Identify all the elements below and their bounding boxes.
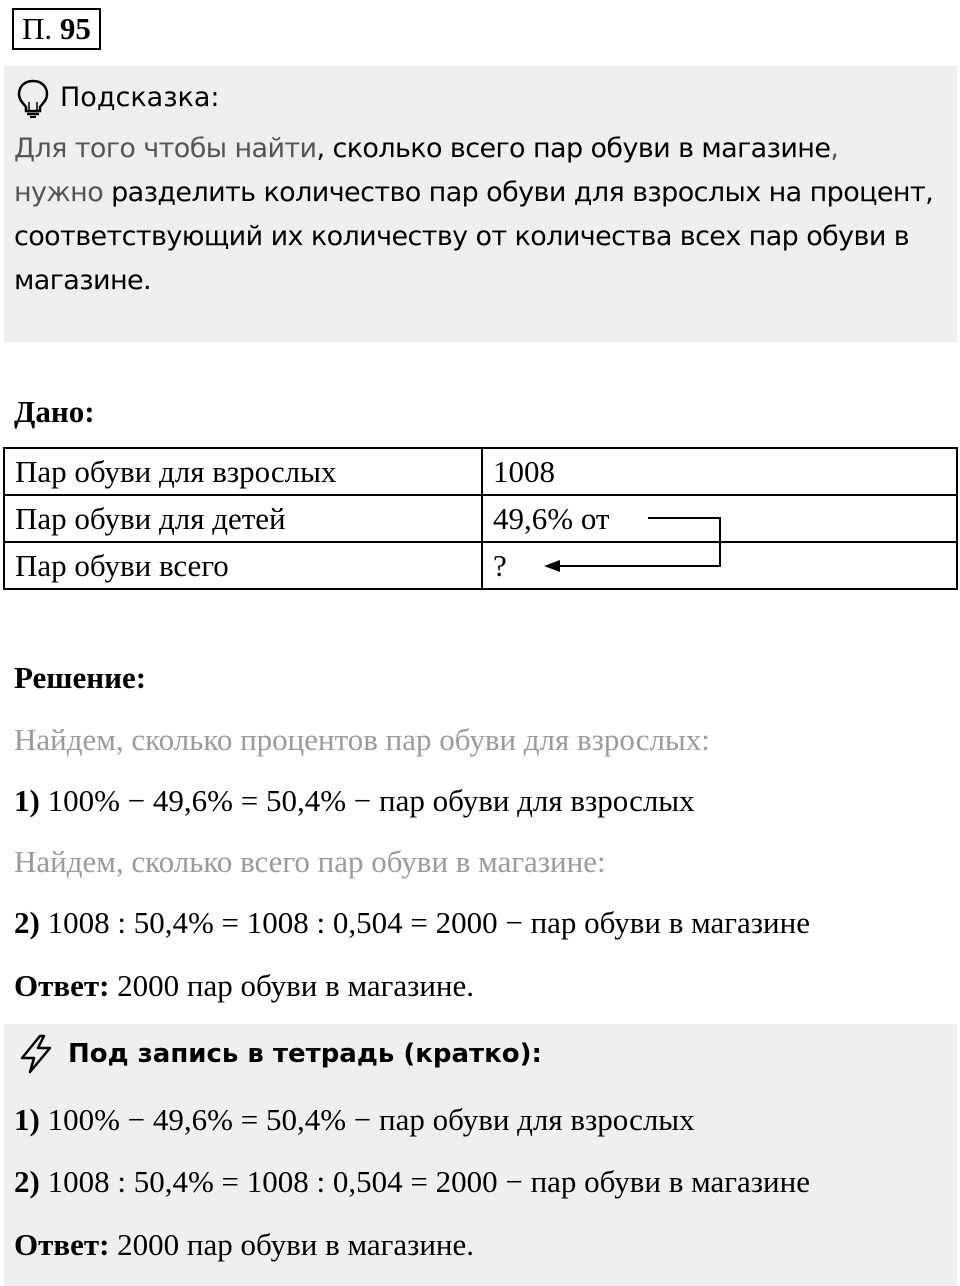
hint-text-part-1: Для того чтобы найти xyxy=(14,133,317,164)
problem-number-value: 95 xyxy=(59,11,91,46)
step-text: 100% − 49,6% = 50,4% − пар обуви для взрослых xyxy=(47,783,695,818)
given-row-value: 49,6% от xyxy=(482,495,957,542)
lightbulb-icon xyxy=(16,78,50,118)
hint-title-label: Подсказка: xyxy=(60,82,220,113)
table-row xyxy=(4,448,957,495)
table-row xyxy=(4,542,957,589)
solution-note-1: Найдем, сколько процентов пар обуви для взрослых: xyxy=(14,722,710,757)
hint-text-part-3: , xyxy=(830,133,839,164)
given-label: Дано: xyxy=(14,394,95,429)
short-answer xyxy=(14,1225,474,1265)
given-row-label: Пар обуви для взрослых xyxy=(4,448,482,495)
given-row-value: ? xyxy=(482,542,957,589)
hint-text-part-2: , сколько всего пар обуви в магазине xyxy=(316,133,831,164)
step-number: 2) xyxy=(14,1164,40,1199)
hint-text xyxy=(14,127,949,303)
step-number: 1) xyxy=(14,783,40,818)
answer-label: Ответ: xyxy=(14,1227,110,1262)
problem-number xyxy=(12,8,101,50)
hint-text-part-4: нужно xyxy=(14,177,104,208)
answer-label: Ответ: xyxy=(14,968,110,1003)
given-row-value: 1008 xyxy=(482,448,957,495)
step-number: 1) xyxy=(14,1102,40,1137)
answer-text: 2000 пар обуви в магазине. xyxy=(117,1227,475,1262)
step-number: 2) xyxy=(14,905,40,940)
hint-title xyxy=(16,78,220,118)
given-table xyxy=(3,447,958,590)
solution-label: Решение: xyxy=(14,660,147,695)
short-step-2 xyxy=(14,1162,810,1202)
hint-text-part-5: разделить количество пар обуви для взрослых на процент, соответствующий их количеству от количества всех пар обуви в магазине. xyxy=(14,177,934,296)
solution-step-1 xyxy=(14,781,695,821)
solution-note-2: Найдем, сколько всего пар обуви в магазине: xyxy=(14,844,606,879)
solution-answer xyxy=(14,966,474,1006)
table-row xyxy=(4,495,957,542)
given-row-label: Пар обуви всего xyxy=(4,542,482,589)
step-text: 1008 : 50,4% = 1008 : 0,504 = 2000 − пар обуви в магазине xyxy=(47,905,810,940)
short-step-1 xyxy=(14,1100,695,1140)
given-row-label: Пар обуви для детей xyxy=(4,495,482,542)
short-title-label: Под запись в тетрадь (кратко): xyxy=(68,1039,542,1069)
answer-text: 2000 пар обуви в магазине. xyxy=(117,968,475,1003)
step-text: 100% − 49,6% = 50,4% − пар обуви для взрослых xyxy=(47,1102,695,1137)
problem-prefix: П. xyxy=(22,11,53,46)
short-title xyxy=(16,1034,542,1074)
step-text: 1008 : 50,4% = 1008 : 0,504 = 2000 − пар обуви в магазине xyxy=(47,1164,810,1199)
solution-step-2 xyxy=(14,903,810,943)
lightning-icon xyxy=(16,1034,56,1074)
